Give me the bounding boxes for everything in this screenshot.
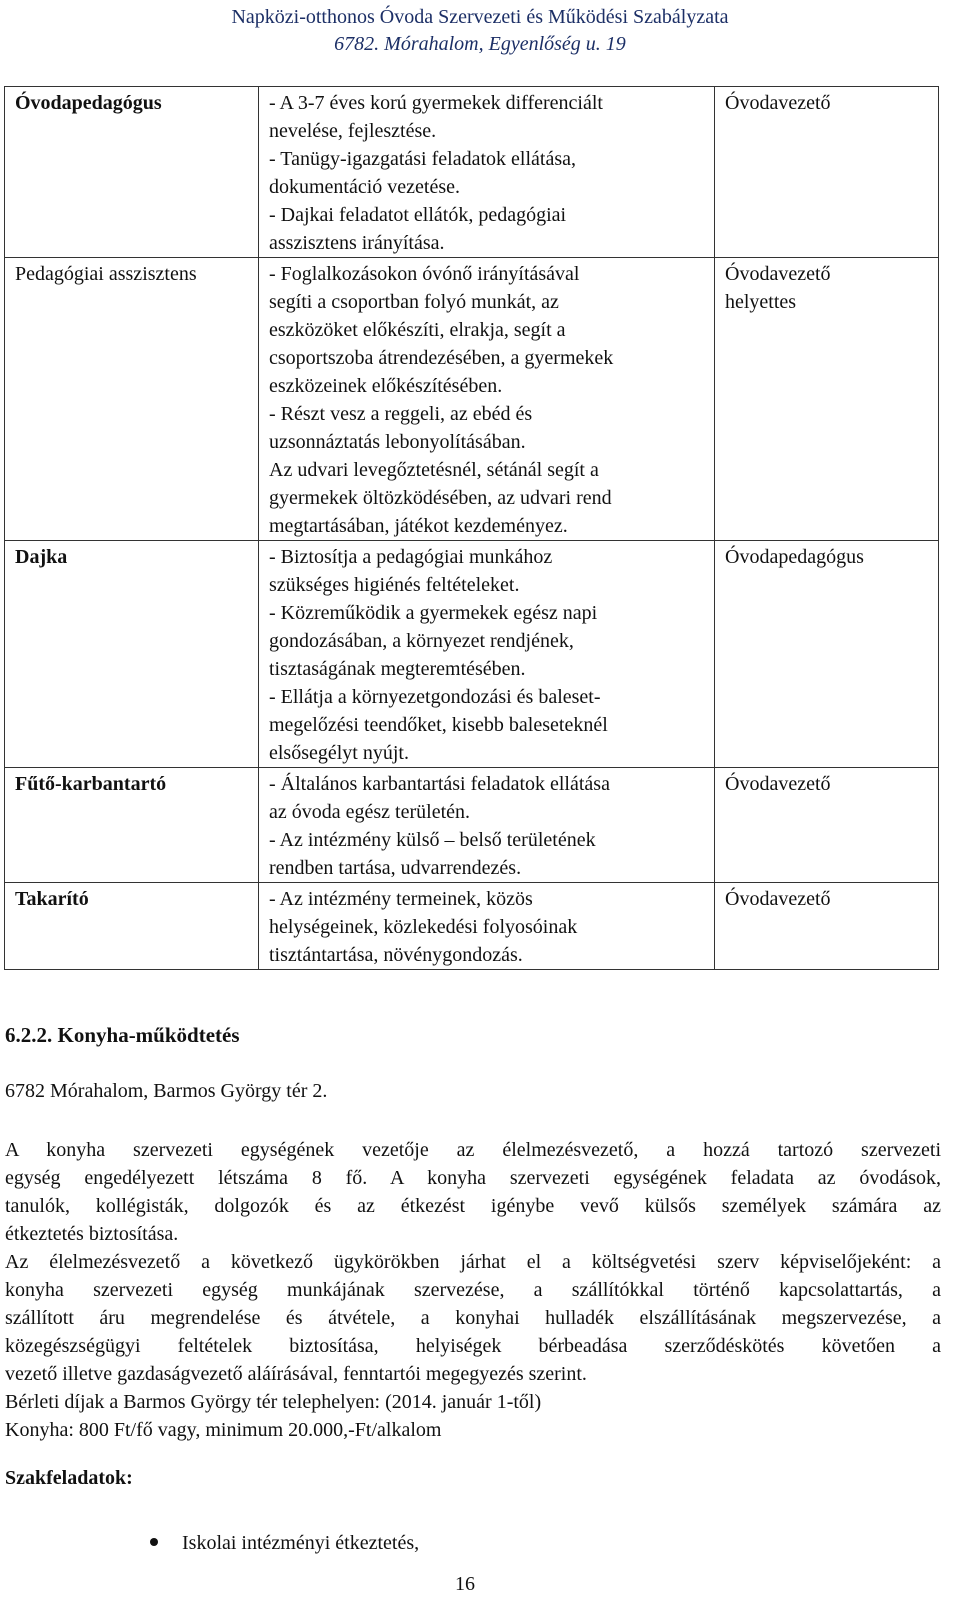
duty-line: - Közreműködik a gyermekek egész napi xyxy=(269,602,598,624)
duty-line: asszisztens irányítása. xyxy=(269,232,445,254)
table-row xyxy=(5,883,939,970)
roles-table xyxy=(4,86,939,970)
duty-line: nevelése, fejlesztése. xyxy=(269,120,437,142)
table-row xyxy=(5,87,939,258)
paragraph-line: A konyha szervezeti egységének vezetője az élelmezésvezető, a hozzá tartozó szervezeti xyxy=(5,1139,941,1161)
duty-line: az óvoda egész területén. xyxy=(269,801,471,823)
paragraph-line: tanulók, kollégisták, dolgozók és az étkezést igénybe vevő külsős személyek számára az xyxy=(5,1195,941,1217)
duty-line: rendben tartása, udvarrendezés. xyxy=(269,857,522,879)
role-cell: Óvodapedagógus xyxy=(5,87,259,258)
supervisor-cell xyxy=(715,87,939,258)
supervisor-cell xyxy=(715,541,939,768)
supervisor-line: Óvodavezető xyxy=(725,773,831,795)
role-cell: Pedagógiai asszisztens xyxy=(5,258,259,541)
role-cell: Fűtő-karbantartó xyxy=(5,768,259,883)
page-header xyxy=(0,4,960,58)
kitchen-address: 6782 Mórahalom, Barmos György tér 2. xyxy=(5,1080,328,1102)
paragraph-line: közegészségügyi feltételek biztosítása, helyiségek bérbeadása szerződéskötés követően a xyxy=(5,1335,941,1357)
supervisor-line: Óvodavezető xyxy=(725,92,831,114)
duty-line: - Az intézmény külső – belső területének xyxy=(269,829,596,851)
supervisor-line: Óvodapedagógus xyxy=(725,546,864,568)
duty-line: - Általános karbantartási feladatok ellátása xyxy=(269,773,610,795)
page-number: 16 xyxy=(455,1573,475,1595)
supervisor-cell xyxy=(715,883,939,970)
manager-duties-paragraph xyxy=(5,1248,941,1388)
table-row xyxy=(5,541,939,768)
duty-line: eszközeinek előkészítésében. xyxy=(269,375,503,397)
duty-line: eszközöket előkészíti, elrakja, segít a xyxy=(269,319,566,341)
duty-line: uzsonnáztatás lebonyolításában. xyxy=(269,431,526,453)
duty-line: segíti a csoportban folyó munkát, az xyxy=(269,291,559,313)
supervisor-cell xyxy=(715,768,939,883)
paragraph-line: egység engedélyezett létszáma 8 fő. A konyha szervezeti egységének feladata az óvodások, xyxy=(5,1167,941,1189)
supervisor-line: helyettes xyxy=(725,291,797,313)
duty-line: - Foglalkozásokon óvónő irányításával xyxy=(269,263,580,285)
duty-line: - Tanügy-igazgatási feladatok ellátása, xyxy=(269,148,576,170)
duty-line: megelőzési teendőket, kisebb baleseteknél xyxy=(269,714,608,736)
rent-line: Bérleti díjak a Barmos György tér telephelyen: (2014. január 1-től) xyxy=(5,1391,542,1413)
header-title: Napközi-otthonos Óvoda Szervezeti és Működési Szabályzata xyxy=(231,6,729,28)
role-cell: Takarító xyxy=(5,883,259,970)
section-heading: 6.2.2. Konyha-működtetés xyxy=(5,1023,240,1047)
duties-cell xyxy=(259,768,715,883)
duties-cell xyxy=(259,541,715,768)
duty-line: - A 3-7 éves korú gyermekek differenciált xyxy=(269,92,603,114)
duty-line: elsősegélyt nyújt. xyxy=(269,742,409,764)
duty-line: gyermekek öltözködésében, az udvari rend xyxy=(269,487,612,509)
duties-cell xyxy=(259,87,715,258)
table-row xyxy=(5,768,939,883)
duty-line: szükséges higiénés feltételeket. xyxy=(269,574,520,596)
paragraph-line: szállított áru megrendelése és átvétele, a konyhai hulladék elszállításának megszervezése, a xyxy=(5,1307,941,1329)
duty-line: - Részt vesz a reggeli, az ebéd és xyxy=(269,403,533,425)
duty-line: dokumentáció vezetése. xyxy=(269,176,461,198)
duties-cell xyxy=(259,258,715,541)
duty-line: - Dajkai feladatot ellátók, pedagógiai xyxy=(269,204,567,226)
bullet-dot-icon xyxy=(150,1538,158,1546)
header-address: 6782. Mórahalom, Egyenlőség u. 19 xyxy=(334,33,626,55)
table-row xyxy=(5,258,939,541)
duty-line: helységeinek, közlekedési folyosóinak xyxy=(269,916,578,938)
paragraph-line: Az élelmezésvezető a következő ügykörökben járhat el a költségvetési szerv képviselőjeként: a xyxy=(5,1251,941,1273)
duty-line: tisztántartása, növénygondozás. xyxy=(269,944,523,966)
kitchen-description-paragraph xyxy=(5,1136,941,1248)
duty-line: gondozásában, a környezet rendjének, xyxy=(269,630,574,652)
supervisor-cell xyxy=(715,258,939,541)
tasks-subheading: Szakfeladatok: xyxy=(5,1467,133,1489)
duty-line: Az udvari levegőztetésnél, sétánál segít a xyxy=(269,459,599,481)
paragraph-line: konyha szervezeti egység munkájának szervezése, a szállítókkal történő kapcsolattartás, a xyxy=(5,1279,941,1301)
kitchen-price-line: Konyha: 800 Ft/fő vagy, minimum 20.000,-Ft/alkalom xyxy=(5,1419,442,1441)
role-cell: Dajka xyxy=(5,541,259,768)
bullet-text: Iskolai intézményi étkeztetés, xyxy=(182,1532,420,1554)
duty-line: tisztaságának megteremtésében. xyxy=(269,658,526,680)
duties-cell xyxy=(259,883,715,970)
paragraph-line: vezető illetve gazdaságvezető aláírásával, fenntartói megegyezés szerint. xyxy=(5,1363,587,1385)
supervisor-line: Óvodavezető xyxy=(725,263,831,285)
duty-line: megtartásában, játékot kezdeményez. xyxy=(269,515,568,537)
duty-line: csoportszoba átrendezésében, a gyermekek xyxy=(269,347,614,369)
supervisor-line: Óvodavezető xyxy=(725,888,831,910)
duty-line: - Biztosítja a pedagógiai munkához xyxy=(269,546,553,568)
duty-line: - Az intézmény termeinek, közös xyxy=(269,888,533,910)
paragraph-line: étkeztetés biztosítása. xyxy=(5,1223,179,1245)
bullet-list-item xyxy=(150,1532,419,1555)
duty-line: - Ellátja a környezetgondozási és baleset- xyxy=(269,686,601,708)
